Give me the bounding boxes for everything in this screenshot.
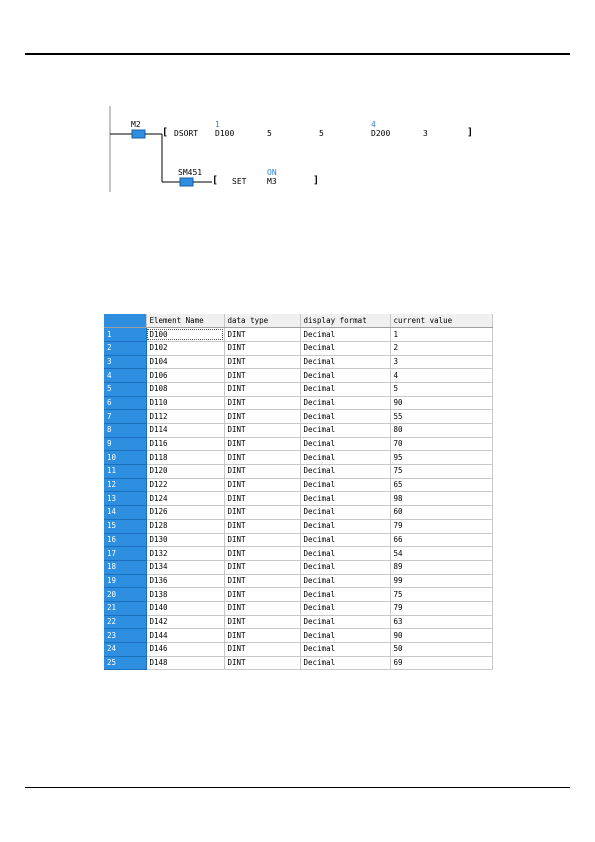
display-format-cell[interactable]: Decimal xyxy=(300,533,390,547)
current-value-cell[interactable]: 99 xyxy=(390,574,492,588)
d200-annotation: 4 xyxy=(371,120,376,129)
row-number[interactable]: 11 xyxy=(104,465,146,479)
column-header-data-type[interactable]: data type xyxy=(224,314,300,328)
current-value-cell[interactable]: 55 xyxy=(390,410,492,424)
current-value-cell[interactable]: 79 xyxy=(390,601,492,615)
data-type-cell[interactable]: DINT xyxy=(224,615,300,629)
table-row[interactable] xyxy=(104,656,492,670)
data-type-cell[interactable]: DINT xyxy=(224,643,300,657)
current-value-cell[interactable]: 75 xyxy=(390,465,492,479)
m2-label: M2 xyxy=(131,120,141,129)
current-value-cell[interactable]: 65 xyxy=(390,478,492,492)
data-type-cell[interactable]: DINT xyxy=(224,382,300,396)
element-name-cell[interactable]: D100 xyxy=(146,328,224,342)
table-row[interactable] xyxy=(104,629,492,643)
current-value-cell[interactable]: 69 xyxy=(390,656,492,670)
table-row[interactable] xyxy=(104,451,492,465)
row-number[interactable]: 2 xyxy=(104,341,146,355)
data-type-cell[interactable]: DINT xyxy=(224,341,300,355)
data-type-cell[interactable]: DINT xyxy=(224,533,300,547)
data-type-cell[interactable]: DINT xyxy=(224,574,300,588)
table-row[interactable] xyxy=(104,492,492,506)
row-number[interactable]: 23 xyxy=(104,629,146,643)
current-value-cell[interactable]: 79 xyxy=(390,519,492,533)
row-number[interactable]: 12 xyxy=(104,478,146,492)
table-corner[interactable] xyxy=(104,314,146,328)
data-type-cell[interactable]: DINT xyxy=(224,410,300,424)
table-row[interactable] xyxy=(104,410,492,424)
current-value-cell[interactable]: 50 xyxy=(390,643,492,657)
element-name-cell[interactable]: D114 xyxy=(146,424,224,438)
monitor-table xyxy=(104,314,493,670)
ladder-diagram xyxy=(100,100,500,195)
display-format-cell[interactable]: Decimal xyxy=(300,629,390,643)
column-header-current-value[interactable]: current value xyxy=(390,314,492,328)
display-format-cell[interactable]: Decimal xyxy=(300,369,390,383)
table-row[interactable] xyxy=(104,437,492,451)
sm451-contact-icon xyxy=(180,178,193,186)
row-number[interactable]: 20 xyxy=(104,588,146,602)
current-value-cell[interactable]: 2 xyxy=(390,341,492,355)
element-name-cell[interactable]: D120 xyxy=(146,465,224,479)
display-format-cell[interactable]: Decimal xyxy=(300,465,390,479)
display-format-cell[interactable]: Decimal xyxy=(300,574,390,588)
row-number[interactable]: 15 xyxy=(104,519,146,533)
table-row[interactable] xyxy=(104,601,492,615)
current-value-cell[interactable]: 89 xyxy=(390,560,492,574)
data-type-cell[interactable]: DINT xyxy=(224,451,300,465)
table-row[interactable] xyxy=(104,424,492,438)
data-type-cell[interactable]: DINT xyxy=(224,424,300,438)
data-type-cell[interactable]: DINT xyxy=(224,506,300,520)
element-name-cell[interactable]: D124 xyxy=(146,492,224,506)
display-format-cell[interactable]: Decimal xyxy=(300,615,390,629)
set-open-bracket: [ xyxy=(212,175,219,186)
m3-annotation: ON xyxy=(267,168,277,177)
element-name-cell[interactable]: D128 xyxy=(146,519,224,533)
data-type-cell[interactable]: DINT xyxy=(224,560,300,574)
operand-rows: 5 xyxy=(267,129,272,138)
row-number[interactable]: 18 xyxy=(104,560,146,574)
table-row[interactable] xyxy=(104,519,492,533)
element-name-cell[interactable]: D112 xyxy=(146,410,224,424)
footer-rule xyxy=(25,787,570,788)
row-number[interactable]: 13 xyxy=(104,492,146,506)
header-rule xyxy=(25,53,570,55)
table-row[interactable] xyxy=(104,355,492,369)
element-name-cell[interactable]: D140 xyxy=(146,601,224,615)
column-header-display-format[interactable]: display format xyxy=(300,314,390,328)
table-row[interactable] xyxy=(104,643,492,657)
display-format-cell[interactable]: Decimal xyxy=(300,601,390,615)
current-value-cell[interactable]: 3 xyxy=(390,355,492,369)
element-name-cell[interactable]: D132 xyxy=(146,547,224,561)
display-format-cell[interactable]: Decimal xyxy=(300,506,390,520)
current-value-cell[interactable]: 4 xyxy=(390,369,492,383)
element-name-cell[interactable]: D116 xyxy=(146,437,224,451)
table-row[interactable] xyxy=(104,341,492,355)
current-value-cell[interactable]: 1 xyxy=(390,328,492,342)
data-type-cell[interactable]: DINT xyxy=(224,478,300,492)
display-format-cell[interactable]: Decimal xyxy=(300,643,390,657)
row-number[interactable]: 19 xyxy=(104,574,146,588)
row-number[interactable]: 21 xyxy=(104,601,146,615)
instruction-close-bracket: ] xyxy=(467,127,474,138)
display-format-cell[interactable]: Decimal xyxy=(300,355,390,369)
display-format-cell[interactable]: Decimal xyxy=(300,328,390,342)
element-name-cell[interactable]: D110 xyxy=(146,396,224,410)
set-instruction: SET xyxy=(232,177,247,186)
operand-d200: D200 xyxy=(371,129,391,138)
current-value-cell[interactable]: 60 xyxy=(390,506,492,520)
element-name-cell[interactable]: D136 xyxy=(146,574,224,588)
display-format-cell[interactable]: Decimal xyxy=(300,382,390,396)
element-name-cell[interactable]: D106 xyxy=(146,369,224,383)
row-number[interactable]: 14 xyxy=(104,506,146,520)
display-format-cell[interactable]: Decimal xyxy=(300,341,390,355)
display-format-cell[interactable]: Decimal xyxy=(300,547,390,561)
table-row[interactable] xyxy=(104,382,492,396)
row-number[interactable]: 4 xyxy=(104,369,146,383)
table-row[interactable] xyxy=(104,588,492,602)
row-number[interactable]: 10 xyxy=(104,451,146,465)
current-value-cell[interactable]: 80 xyxy=(390,424,492,438)
data-type-cell[interactable]: DINT xyxy=(224,588,300,602)
data-type-cell[interactable]: DINT xyxy=(224,437,300,451)
current-value-cell[interactable]: 70 xyxy=(390,437,492,451)
data-type-cell[interactable]: DINT xyxy=(224,492,300,506)
display-format-cell[interactable]: Decimal xyxy=(300,410,390,424)
sm451-label: SM451 xyxy=(178,168,203,177)
instruction-open-bracket: [ xyxy=(162,127,169,138)
display-format-cell[interactable]: Decimal xyxy=(300,588,390,602)
table-row[interactable] xyxy=(104,533,492,547)
current-value-cell[interactable]: 75 xyxy=(390,588,492,602)
element-name-cell[interactable]: D118 xyxy=(146,451,224,465)
row-number[interactable]: 17 xyxy=(104,547,146,561)
data-type-cell[interactable]: DINT xyxy=(224,656,300,670)
element-name-cell[interactable]: D108 xyxy=(146,382,224,396)
display-format-cell[interactable]: Decimal xyxy=(300,396,390,410)
current-value-cell[interactable]: 90 xyxy=(390,629,492,643)
table-row[interactable] xyxy=(104,478,492,492)
row-number[interactable]: 7 xyxy=(104,410,146,424)
operand-m3: M3 xyxy=(267,177,277,186)
element-name-cell[interactable]: D102 xyxy=(146,341,224,355)
display-format-cell[interactable]: Decimal xyxy=(300,478,390,492)
display-format-cell[interactable]: Decimal xyxy=(300,560,390,574)
table-row[interactable] xyxy=(104,560,492,574)
column-header-element-name[interactable]: Element Name xyxy=(146,314,224,328)
table-row[interactable] xyxy=(104,547,492,561)
row-number[interactable]: 25 xyxy=(104,656,146,670)
current-value-cell[interactable]: 90 xyxy=(390,396,492,410)
operand-d100: D100 xyxy=(215,129,235,138)
display-format-cell[interactable]: Decimal xyxy=(300,519,390,533)
data-type-cell[interactable]: DINT xyxy=(224,465,300,479)
current-value-cell[interactable]: 54 xyxy=(390,547,492,561)
display-format-cell[interactable]: Decimal xyxy=(300,451,390,465)
current-value-cell[interactable]: 66 xyxy=(390,533,492,547)
d100-annotation: 1 xyxy=(215,120,220,129)
current-value-cell[interactable]: 63 xyxy=(390,615,492,629)
table-row[interactable] xyxy=(104,369,492,383)
operand-sort-col: 3 xyxy=(423,129,428,138)
element-name-cell[interactable]: D122 xyxy=(146,478,224,492)
row-number[interactable]: 5 xyxy=(104,382,146,396)
element-name-cell[interactable]: D126 xyxy=(146,506,224,520)
row-number[interactable]: 1 xyxy=(104,328,146,342)
row-number[interactable]: 24 xyxy=(104,643,146,657)
data-type-cell[interactable]: DINT xyxy=(224,601,300,615)
element-name-cell[interactable]: D138 xyxy=(146,588,224,602)
data-type-cell[interactable]: DINT xyxy=(224,355,300,369)
element-name-cell[interactable]: D130 xyxy=(146,533,224,547)
current-value-cell[interactable]: 95 xyxy=(390,451,492,465)
table-row[interactable] xyxy=(104,396,492,410)
element-name-cell[interactable]: D146 xyxy=(146,643,224,657)
element-name-cell[interactable]: D104 xyxy=(146,355,224,369)
row-number[interactable]: 22 xyxy=(104,615,146,629)
row-number[interactable]: 6 xyxy=(104,396,146,410)
element-name-cell[interactable]: D134 xyxy=(146,560,224,574)
display-format-cell[interactable]: Decimal xyxy=(300,492,390,506)
table-row[interactable] xyxy=(104,328,492,342)
set-close-bracket: ] xyxy=(313,175,320,186)
data-type-cell[interactable]: DINT xyxy=(224,519,300,533)
ladder-lines xyxy=(100,100,500,195)
element-name-cell[interactable]: D148 xyxy=(146,656,224,670)
m2-contact-icon xyxy=(132,130,145,138)
dsort-instruction: DSORT xyxy=(174,129,199,138)
row-number[interactable]: 3 xyxy=(104,355,146,369)
table-row[interactable] xyxy=(104,506,492,520)
data-type-cell[interactable]: DINT xyxy=(224,547,300,561)
data-type-cell[interactable]: DINT xyxy=(224,629,300,643)
element-name-cell[interactable]: D142 xyxy=(146,615,224,629)
display-format-cell[interactable]: Decimal xyxy=(300,424,390,438)
data-type-cell[interactable]: DINT xyxy=(224,328,300,342)
display-format-cell[interactable]: Decimal xyxy=(300,437,390,451)
element-name-cell[interactable]: D144 xyxy=(146,629,224,643)
display-format-cell[interactable]: Decimal xyxy=(300,656,390,670)
row-number[interactable]: 8 xyxy=(104,424,146,438)
table-body xyxy=(104,328,492,670)
current-value-cell[interactable]: 5 xyxy=(390,382,492,396)
operand-cols: 5 xyxy=(319,129,324,138)
table-row[interactable] xyxy=(104,465,492,479)
table-row[interactable] xyxy=(104,615,492,629)
current-value-cell[interactable]: 98 xyxy=(390,492,492,506)
table-header-row xyxy=(104,314,492,328)
data-type-cell[interactable]: DINT xyxy=(224,369,300,383)
row-number[interactable]: 9 xyxy=(104,437,146,451)
table-row[interactable] xyxy=(104,574,492,588)
row-number[interactable]: 16 xyxy=(104,533,146,547)
data-type-cell[interactable]: DINT xyxy=(224,396,300,410)
